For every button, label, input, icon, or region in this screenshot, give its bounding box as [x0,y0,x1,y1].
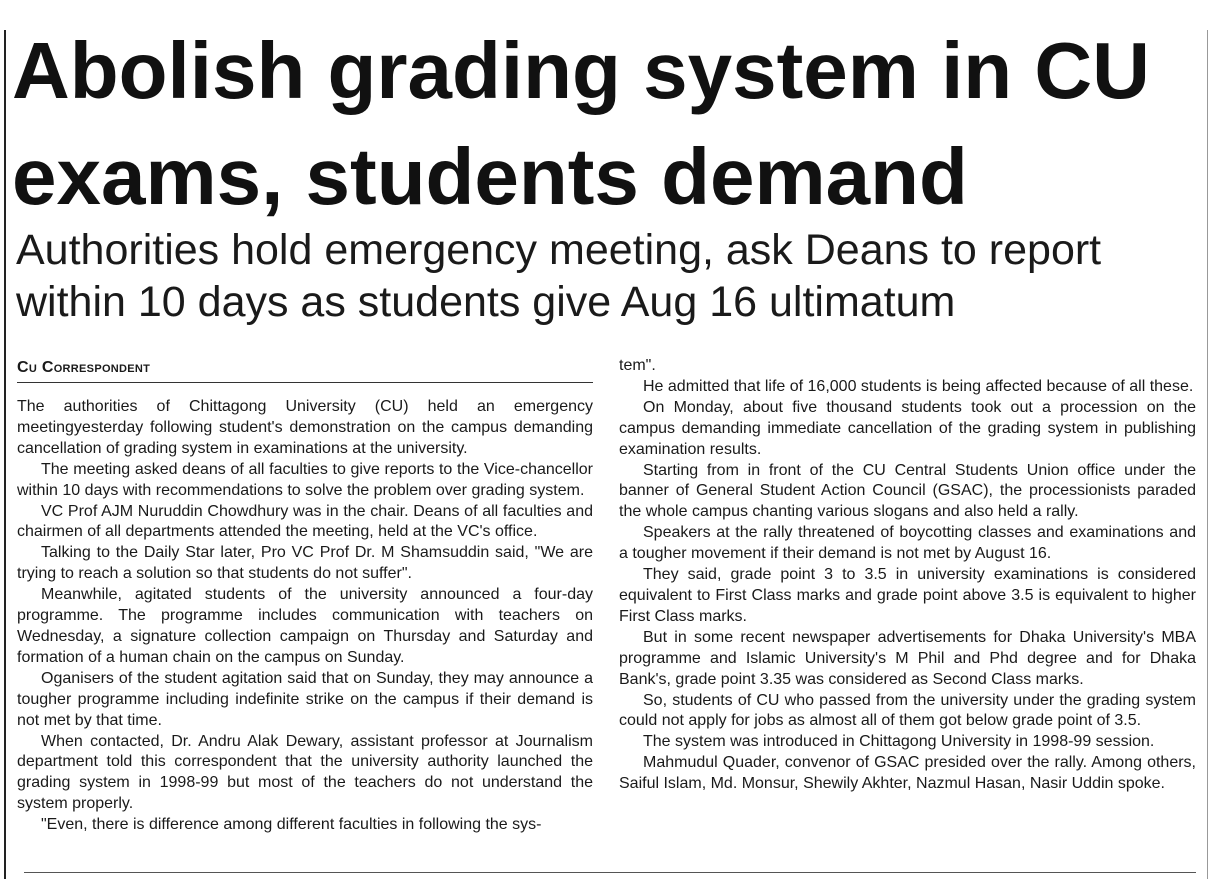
paragraph-continuation: tem". [619,357,656,374]
paragraph: "Even, there is difference among different faculties in following the sys- [41,816,542,834]
byline: Cu Correspondent [17,356,593,383]
paragraph: Starting from in front of the CU Central Students Union office under the banner of General Student Action Council (GSAC), the processionists paraded the whole campus chanting various slogans and also held a rally. [619,461,1196,521]
paragraph: VC Prof AJM Nuruddin Chowdhury was in the chair. Deans of all faculties and chairmen of all departments attended the meeting, held at the VC's office. [17,502,593,541]
paragraph: Mahmudul Quader, convenor of GSAC presided over the rally. Among others, Saiful Islam, Md. Monsur, Shewily Akhter, Nazmul Hasan, Nasir Uddin spoke. [619,754,1196,793]
paragraph: Oganisers of the student agitation said that on Sunday, they may announce a tougher programme including indefinite strike on the campus if their demand is not met by that time. [17,669,593,729]
paragraph: On Monday, about five thousand students took out a procession on the campus demanding immediate cancellation of the grading system in publishing examination results. [619,398,1196,458]
paragraph: Speakers at the rally threatened of boycotting classes and examinations and a tougher movement if their demand is not met by August 16. [619,524,1196,563]
article-column-left [17,356,593,836]
paragraph: They said, grade point 3 to 3.5 in university examinations is considered equivalent to First Class marks and grade point above 3.5 is equivalent to higher First Class marks. [619,566,1196,625]
paragraph: The system was introduced in Chittagong University in 1998-99 session. [643,733,1155,751]
right-edge-rule [1207,30,1208,879]
headline: Abolish grading system in CU exams, students demand [12,26,1150,221]
left-column-rule [4,30,6,879]
paragraph: Meanwhile, agitated students of the university announced a four-day programme. The programme includes communication with teachers on Wednesday, a signature collection campaign on Thursday and Saturday and formation of a human chain on the campus on Sunday. [17,586,593,666]
article-column-right [619,356,1196,795]
paragraph: He admitted that life of 16,000 students is being affected because of all these. [643,377,1194,395]
paragraph: When contacted, Dr. Andru Alak Dewary, assistant professor at Journalism department told this correspondent that the university authority launched the grading system in 1998-99 but most of the teachers do not understand the system properly. [17,732,593,813]
paragraph: But in some recent newspaper advertisements for Dhaka University's MBA programme and Islamic University's M Phil and Phd degree and for Dhaka Bank's, grade point 3.35 was considered as Second Class marks. [619,628,1196,688]
paragraph: The authorities of Chittagong University (CU) held an emergency meetingyesterday following student's demonstration on the campus demanding cancellation of grading system in examinations at the university. [17,398,593,457]
paragraph: Talking to the Daily Star later, Pro VC Prof Dr. M Shamsuddin said, "We are trying to reach a solution so that students do not suffer". [17,544,593,583]
paragraph: So, students of CU who passed from the university under the grading system could not apply for jobs as almost all of them got below grade point of 3.5. [619,691,1196,730]
bottom-rule [24,872,1196,873]
paragraph: The meeting asked deans of all faculties to give reports to the Vice-chancellor within 10 days with recommendations to solve the problem over grading system. [17,460,593,499]
subheadline: Authorities hold emergency meeting, ask Deans to report within 10 days as students give Aug 16 ultimatum [16,226,1102,326]
